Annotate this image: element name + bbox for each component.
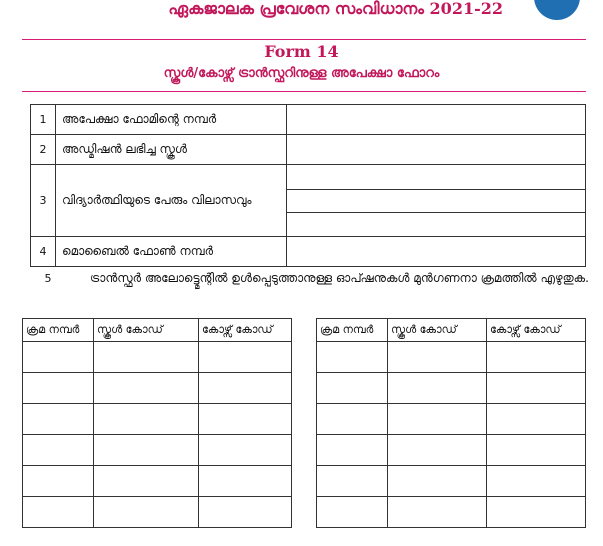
course-code-cell[interactable] [487, 435, 586, 466]
table-row [317, 404, 586, 435]
school-code-cell[interactable] [94, 342, 199, 373]
table-row [23, 373, 292, 404]
course-code-cell[interactable] [487, 497, 586, 528]
school-code-cell[interactable] [388, 435, 487, 466]
school-code-cell[interactable] [388, 497, 487, 528]
form-subtitle: സ്കൂൾ/കോഴ്സ് ട്രാൻസ്ഫറിനുള്ള അപേക്ഷാ ഫോറം [163, 66, 440, 81]
table-row [23, 497, 292, 528]
course-code-cell[interactable] [199, 404, 292, 435]
name-address-label: വിദ്യാർത്ഥിയുടെ പേരും വിലാസവും [56, 165, 287, 237]
table-row [23, 404, 292, 435]
course-code-cell[interactable] [199, 466, 292, 497]
admitted-school-field[interactable] [287, 135, 586, 165]
serial-number-cell[interactable] [23, 373, 94, 404]
address-line[interactable] [287, 167, 585, 190]
course-code-cell[interactable] [487, 373, 586, 404]
table-header-row [23, 319, 292, 342]
table-row [317, 466, 586, 497]
table-row [317, 373, 586, 404]
course-code-cell[interactable] [487, 404, 586, 435]
school-code-cell[interactable] [388, 466, 487, 497]
title-rule [22, 91, 586, 92]
table-row [31, 237, 586, 267]
table-row [23, 466, 292, 497]
name-address-field[interactable] [287, 165, 586, 237]
school-code-cell[interactable] [388, 342, 487, 373]
serial-number-cell[interactable] [23, 404, 94, 435]
admitted-school-label: അഡ്മിഷൻ ലഭിച്ച സ്കൂൾ [56, 135, 287, 165]
serial-number-cell[interactable] [317, 435, 388, 466]
logo-icon [534, 0, 580, 20]
school-code-cell[interactable] [94, 497, 199, 528]
course-code-cell[interactable] [487, 342, 586, 373]
table-row [31, 135, 586, 165]
course-code-cell[interactable] [487, 466, 586, 497]
table-row [23, 342, 292, 373]
serial-number-cell[interactable] [317, 342, 388, 373]
course-code-cell[interactable] [199, 373, 292, 404]
table-row [317, 497, 586, 528]
form-title: Form 14 [264, 42, 339, 61]
serial-number-cell[interactable] [317, 373, 388, 404]
course-code-header: കോഴ്സ് കോഡ് [487, 319, 586, 342]
application-details-table [30, 104, 586, 267]
serial-number-cell[interactable] [23, 342, 94, 373]
course-code-cell[interactable] [199, 342, 292, 373]
options-table-right [316, 318, 586, 528]
header-rule [22, 39, 586, 40]
table-row [317, 342, 586, 373]
school-code-cell[interactable] [94, 435, 199, 466]
address-line[interactable] [287, 190, 585, 213]
mobile-number-label: മൊബൈൽ ഫോൺ നമ്പർ [56, 237, 287, 267]
course-code-cell[interactable] [199, 435, 292, 466]
school-code-header: സ്കൂൾ കോഡ് [94, 319, 199, 342]
application-number-label: അപേക്ഷാ ഫോമിന്റെ നമ്പർ [56, 105, 287, 135]
row-number: 3 [31, 165, 56, 237]
serial-number-header: ക്രമ നമ്പർ [23, 319, 94, 342]
header-title: ഏകജാലക പ്രവേശന സംവിധാനം 2021-22 [168, 0, 503, 18]
table-row [23, 435, 292, 466]
serial-number-cell[interactable] [23, 435, 94, 466]
address-line[interactable] [287, 213, 585, 235]
course-code-cell[interactable] [199, 497, 292, 528]
row-number: 4 [31, 237, 56, 267]
application-number-field[interactable] [287, 105, 586, 135]
options-table-left [22, 318, 292, 528]
options-instruction-text: ട്രാൻസ്ഫർ അലോട്ട്മെന്റിൽ ഉൾപ്പെടുത്താനുള്ള ഓപ്ഷനുകൾ മുൻഗണനാ ക്രമത്തിൽ എഴുതുക. [90, 271, 589, 285]
row-number: 2 [31, 135, 56, 165]
table-row [31, 105, 586, 135]
serial-number-cell[interactable] [317, 404, 388, 435]
school-code-cell[interactable] [94, 404, 199, 435]
serial-number-cell[interactable] [317, 466, 388, 497]
table-header-row [317, 319, 586, 342]
serial-number-cell[interactable] [23, 497, 94, 528]
serial-number-header: ക്രമ നമ്പർ [317, 319, 388, 342]
school-code-cell[interactable] [388, 404, 487, 435]
school-code-header: സ്കൂൾ കോഡ് [388, 319, 487, 342]
row-number: 5 [44, 272, 52, 285]
school-code-cell[interactable] [94, 466, 199, 497]
serial-number-cell[interactable] [317, 497, 388, 528]
table-row [31, 165, 586, 237]
serial-number-cell[interactable] [23, 466, 94, 497]
row-number: 1 [31, 105, 56, 135]
mobile-number-field[interactable] [287, 237, 586, 267]
table-row [317, 435, 586, 466]
course-code-header: കോഴ്സ് കോഡ് [199, 319, 292, 342]
school-code-cell[interactable] [94, 373, 199, 404]
school-code-cell[interactable] [388, 373, 487, 404]
